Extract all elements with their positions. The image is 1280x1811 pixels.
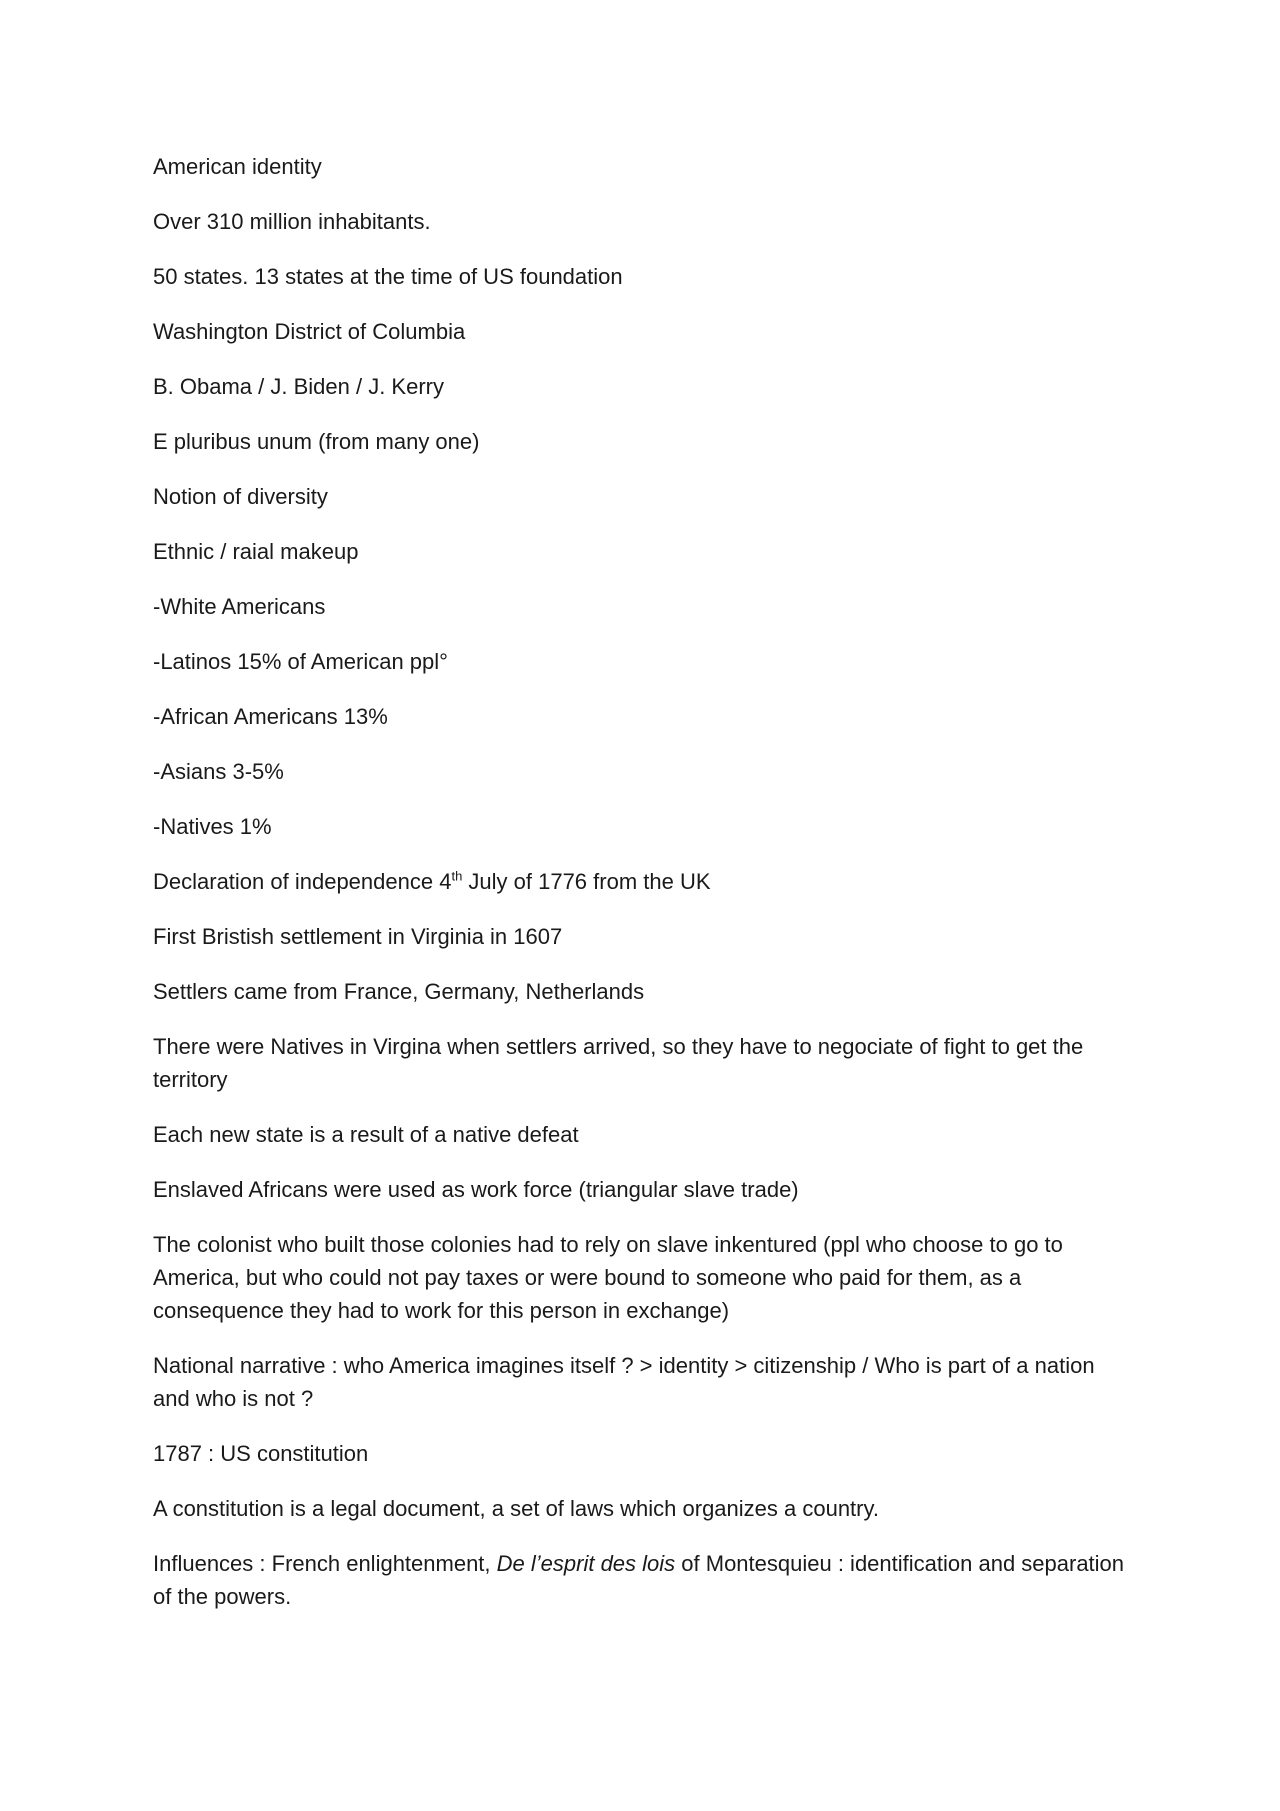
text-line: 1787 : US constitution [153,1441,369,1466]
text-line: Ethnic / raial makeup [153,539,359,564]
list-item: -Asians 3-5% [153,759,284,784]
text-line: Each new state is a result of a native defeat [153,1122,579,1147]
text-line: E pluribus unum (from many one) [153,429,480,454]
text-paragraph: There were Natives in Virgina when settlers arrived, so they have to negociate of fight to get the territory [153,1034,1084,1092]
text-line: A constitution is a legal document, a set of laws which organizes a country. [153,1496,879,1521]
text-line: Enslaved Africans were used as work force (triangular slave trade) [153,1177,799,1202]
text-line: First Bristish settlement in Virginia in 1607 [153,924,563,949]
declaration-line [153,865,1133,898]
text-paragraph: National narrative : who America imagines itself ? > identity > citizenship / Who is part of a nation and who is not ? [153,1353,1095,1411]
list-item: -Latinos 15% of American ppl° [153,649,448,674]
document-body [153,150,1133,1635]
declaration-text: Declaration of independence 4 [153,869,452,894]
influences-text: Influences : French enlightenment, [153,1551,497,1576]
book-title: De l’esprit des lois [496,1551,676,1576]
text-line: Settlers came from France, Germany, Netherlands [153,979,645,1004]
text-paragraph: The colonist who built those colonies had to rely on slave inkentured (ppl who choose to go to America, but who could not pay taxes or were bound to someone who paid for them, as a consequence they had to work for this person in exchange) [153,1232,1063,1323]
declaration-text-rest: July of 1776 from the UK [462,869,711,894]
heading-line: American identity [153,154,322,179]
text-line: 50 states. 13 states at the time of US foundation [153,264,623,289]
text-line: B. Obama / J. Biden / J. Kerry [153,374,444,399]
text-line: Over 310 million inhabitants. [153,209,431,234]
list-item: -African Americans 13% [153,704,388,729]
influences-text-rest: of Montesquieu : identification and separation of the powers. [153,1551,1125,1609]
list-item: -White Americans [153,594,326,619]
list-item: -Natives 1% [153,814,272,839]
influences-paragraph [153,1547,1133,1613]
text-line: Notion of diversity [153,484,328,509]
ordinal-superscript: th [451,868,463,884]
text-line: Washington District of Columbia [153,319,466,344]
